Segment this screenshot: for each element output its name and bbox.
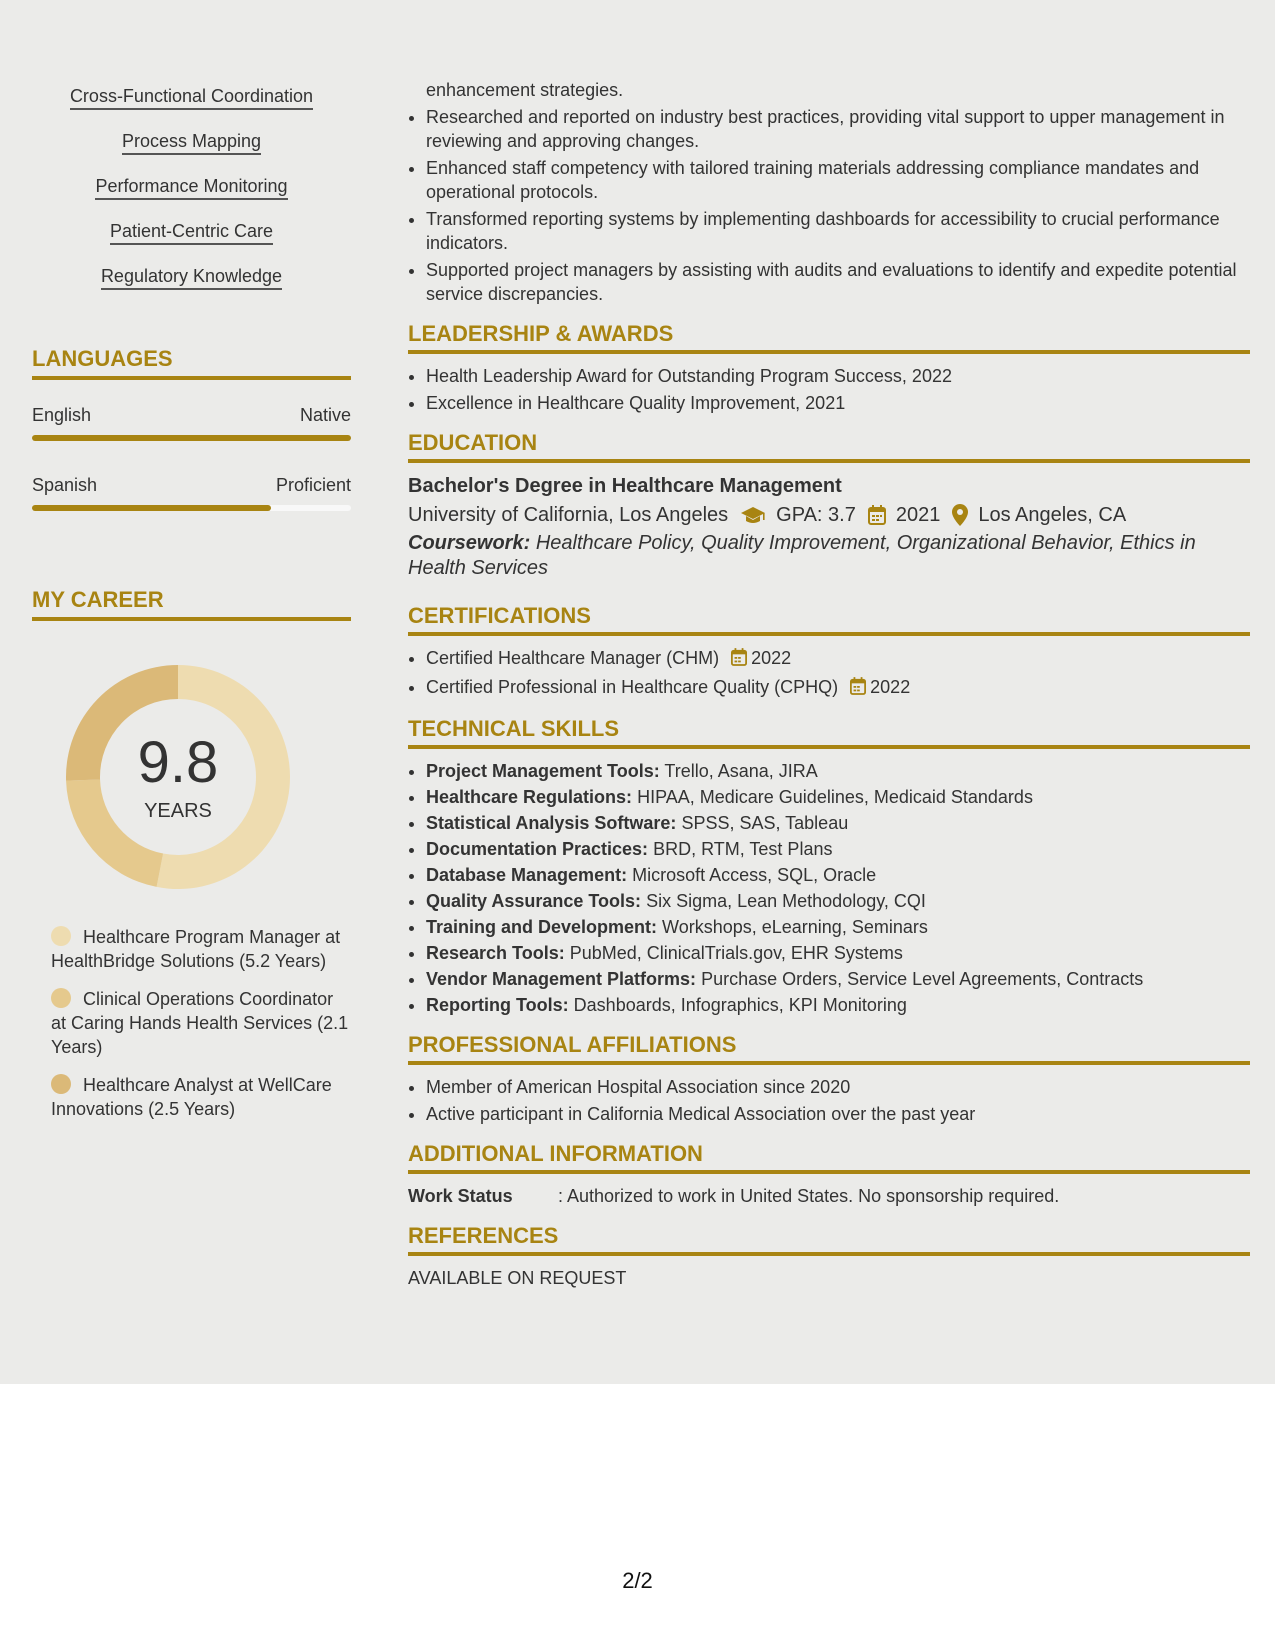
coursework <box>408 531 1250 581</box>
technical-skill-value: Workshops, eLearning, Seminars <box>662 917 928 937</box>
language-level: Native <box>299 405 351 425</box>
donut-segment-1 <box>66 780 163 887</box>
technical-skill-value: BRD, RTM, Test Plans <box>653 839 833 859</box>
language-level: Proficient <box>275 475 351 495</box>
technical-skill-label: Statistical Analysis Software: <box>426 813 677 833</box>
legend-label: Healthcare Analyst at WellCare Innovations (2.5 Years) <box>51 1075 332 1119</box>
technical-skill-item <box>426 993 1250 1017</box>
work-status-row <box>408 1184 1250 1208</box>
career-unit: YEARS <box>144 800 212 822</box>
legend-item <box>51 1073 351 1121</box>
experience-bullet: • Enhanced staff competency with tailored training materials addressing compliance mandates and operational protocols. <box>426 156 1250 204</box>
technical-skill-value: Six Sigma, Lean Methodology, CQI <box>646 891 926 911</box>
language-bar-fill <box>32 505 271 511</box>
experience-bullet: • Supported project managers by assisting with audits and evaluations to identify and expedite potential service discrepancies. <box>426 258 1250 306</box>
technical-skill-label: Healthcare Regulations: <box>426 787 633 807</box>
certification-item <box>426 675 1250 701</box>
legend-item <box>51 925 351 973</box>
location-pin-icon <box>952 504 968 526</box>
technical-skill-value: PubMed, ClinicalTrials.gov, EHR Systems <box>569 943 903 963</box>
school-name: University of California, Los Angeles <box>408 504 729 526</box>
legend-dot <box>51 1074 71 1094</box>
language-english <box>32 404 351 441</box>
calendar-icon <box>850 677 866 701</box>
career-donut-chart <box>66 665 290 889</box>
legend-label: Clinical Operations Coordinator at Caring Hands Health Services (2.1 Years) <box>51 989 349 1057</box>
degree-title: Bachelor's Degree in Healthcare Management <box>408 475 842 497</box>
language-name: English <box>32 405 92 425</box>
technical-skill-label: Reporting Tools: <box>426 995 569 1015</box>
languages-heading: LANGUAGES <box>32 346 351 380</box>
graduation-cap-icon <box>740 505 766 525</box>
technical-skill-value: Trello, Asana, JIRA <box>664 761 818 781</box>
calendar-icon <box>731 648 747 672</box>
award-item: • Health Leadership Award for Outstanding Program Success, 2022 <box>426 364 1250 388</box>
work-status-label: Work Status <box>408 1186 513 1206</box>
school-location: Los Angeles, CA <box>978 504 1127 526</box>
award-item: • Excellence in Healthcare Quality Improvement, 2021 <box>426 391 1250 415</box>
technical-skill-label: Quality Assurance Tools: <box>426 891 642 911</box>
legend-dot <box>51 926 71 946</box>
legend-item <box>51 987 351 1059</box>
education-heading: EDUCATION <box>408 430 1250 463</box>
education-details <box>408 499 1250 531</box>
leadership-heading: LEADERSHIP & AWARDS <box>408 321 1250 354</box>
technical-skill-label: Database Management: <box>426 865 628 885</box>
technical-skill-label: Project Management Tools: <box>426 761 660 781</box>
technical-skill-item <box>426 759 1250 783</box>
technical-skill-item <box>426 967 1250 991</box>
experience-bullet: • Researched and reported on industry best practices, providing vital support to upper management in reviewing and approving changes. <box>426 105 1250 153</box>
technical-skill-value: Microsoft Access, SQL, Oracle <box>632 865 877 885</box>
certification-year: 2022 <box>751 648 792 668</box>
language-name: Spanish <box>32 475 98 495</box>
technical-skill-label: Vendor Management Platforms: <box>426 969 697 989</box>
affiliations-heading: PROFESSIONAL AFFILIATIONS <box>408 1032 1250 1065</box>
technical-skill-value: Purchase Orders, Service Level Agreements, Contracts <box>701 969 1144 989</box>
technical-skills-heading: TECHNICAL SKILLS <box>408 716 1250 749</box>
career-legend <box>51 925 351 1135</box>
certification-name: Certified Professional in Healthcare Quality (CPHQ) <box>426 677 839 697</box>
experience-continuation: enhancement strategies. <box>426 80 624 100</box>
language-bar <box>32 435 351 441</box>
work-status-value: : Authorized to work in United States. No sponsorship required. <box>558 1186 1060 1206</box>
technical-skill-label: Research Tools: <box>426 943 565 963</box>
skill-tag: Process Mapping <box>122 131 261 155</box>
experience-bullet: • Transformed reporting systems by implementing dashboards for accessibility to crucial performance indicators. <box>426 207 1250 255</box>
affiliation-item: • Member of American Hospital Association since 2020 <box>426 1075 1250 1099</box>
technical-skill-item <box>426 785 1250 809</box>
skill-tag: Regulatory Knowledge <box>101 266 282 290</box>
leadership-list <box>408 364 1250 415</box>
certification-name: Certified Healthcare Manager (CHM) <box>426 648 720 668</box>
language-bar <box>32 505 351 511</box>
skills-list <box>32 86 351 311</box>
technical-skill-item <box>426 863 1250 887</box>
career-total: 9.8 <box>137 730 219 795</box>
coursework-text: Healthcare Policy, Quality Improvement, Organizational Behavior, Ethics in Health Services <box>408 532 1196 579</box>
graduation-year: 2021 <box>895 504 941 526</box>
technical-skill-item <box>426 915 1250 939</box>
gpa: GPA: 3.7 <box>776 504 856 526</box>
language-bar-fill <box>32 435 351 441</box>
coursework-label: Coursework: <box>408 532 531 554</box>
technical-skill-label: Documentation Practices: <box>426 839 649 859</box>
additional-info-heading: ADDITIONAL INFORMATION <box>408 1141 1250 1174</box>
affiliation-item: • Active participant in California Medical Association over the past year <box>426 1102 1250 1126</box>
skill-tag: Patient-Centric Care <box>110 221 273 245</box>
affiliations-list <box>408 1075 1250 1126</box>
certification-item <box>426 646 1250 672</box>
technical-skill-label: Training and Development: <box>426 917 658 937</box>
references-heading: REFERENCES <box>408 1223 1250 1256</box>
technical-skill-item <box>426 941 1250 965</box>
skill-tag: Performance Monitoring <box>95 176 287 200</box>
technical-skills-list <box>408 759 1250 1017</box>
technical-skill-item <box>426 811 1250 835</box>
technical-skill-item <box>426 837 1250 861</box>
legend-label: Healthcare Program Manager at HealthBridge Solutions (5.2 Years) <box>51 927 341 971</box>
skill-tag: Cross-Functional Coordination <box>70 86 313 110</box>
technical-skill-item <box>426 889 1250 913</box>
certifications-heading: CERTIFICATIONS <box>408 603 1250 636</box>
certifications-list <box>408 646 1250 701</box>
language-spanish <box>32 474 351 511</box>
career-heading: MY CAREER <box>32 587 351 621</box>
page-number: 2/2 <box>622 1568 653 1593</box>
certification-year: 2022 <box>870 677 911 697</box>
calendar-icon <box>868 505 886 525</box>
legend-dot <box>51 988 71 1008</box>
right-column <box>408 78 1250 1290</box>
references-text: AVAILABLE ON REQUEST <box>408 1268 627 1288</box>
experience-bullets <box>408 105 1250 306</box>
technical-skill-value: HIPAA, Medicare Guidelines, Medicaid Standards <box>637 787 1033 807</box>
technical-skill-value: SPSS, SAS, Tableau <box>681 813 849 833</box>
technical-skill-value: Dashboards, Infographics, KPI Monitoring <box>573 995 907 1015</box>
